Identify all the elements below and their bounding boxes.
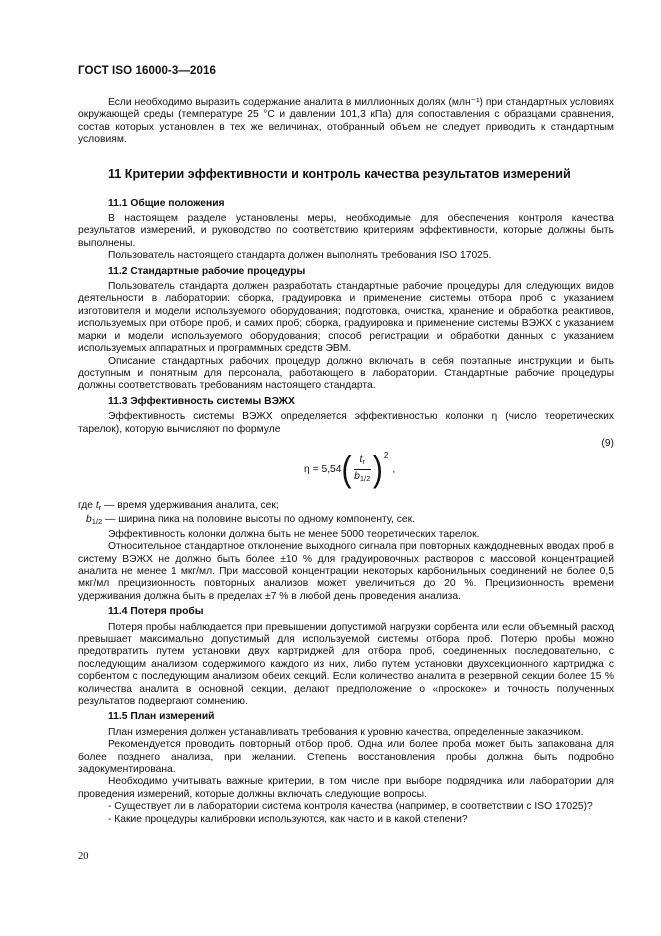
s11-1-paragraph-1: В настоящем разделе установлены меры, необходимые для обеспечения контроля качества результатов измерений, и руководство по соответствию критериям эффективности, которые должны быть выполнены.	[78, 213, 614, 249]
definition-tr	[78, 500, 614, 514]
s11-3-paragraph-1: Эффективность системы ВЭЖХ определяется эффективностью колонки η (число теоретических тарелок), которую вычисляют по формуле	[78, 411, 614, 435]
section-11-2-title: 11.2 Стандартные рабочие процедуры	[108, 265, 306, 277]
definition-subscript-half: 1/2	[91, 517, 103, 527]
left-paren: (	[341, 449, 352, 490]
intro-paragraph: Если необходимо выразить содержание аналита в миллионных долях (млн⁻¹) при стандартных условиях окружающей среды (температуре 25 °С и давлении 101,3 кПа) для сопоставления с образцами сравнения, состав которых установлен в тех же величинах, отобранный объем не следует приводить к стандартным условиям.	[78, 97, 614, 146]
formula-exponent: 2	[383, 450, 389, 460]
section-11-1-title: 11.1 Общие положения	[108, 197, 225, 209]
s11-2-paragraph-1: Пользователь стандарта должен разработать стандартные рабочие процедуры для следующих видов деятельности в лаборатории: сборка, градуировка и применение системы отбора проб с указанием изготовителя и модели используемого оборудования; подготовка, очистка, хранение и обработка реактивов, используемых при отборе проб, и самих проб; сборка, градуировка и применение системы ВЭЖХ с указанием марки и модели используемого оборудования; способ регистрации и обработки данных с указанием используемых аппаратных и программных средств ЭВМ.	[78, 281, 614, 355]
section-11-5-title: 11.5 План измерений	[108, 711, 215, 723]
s11-5-paragraph-1: План измерения должен устанавливать требования к уровню качества, определенные заказчиком.	[108, 726, 584, 738]
document-header: ГОСТ ISO 16000-3—2016	[78, 65, 216, 77]
numerator-symbol: t	[359, 454, 363, 466]
definition-b12	[78, 514, 614, 528]
formula-definitions	[78, 500, 614, 529]
s11-3-paragraph-3: Относительное стандартное отклонение выходного сигнала при повторных каждодневных вводах проб в систему ВЭЖХ не должно быть более ±10 % для градуировочных растворов с массовой концентрацией аналита не менее 1 мкг/мл. При массовой концентрации некоторых карбонильных соединений не более 0,5 мкг/мл прецизионность повторных анализов может увеличиться до 20 %. Прецизионность времени удерживания должна быть в пределах ±7 % в любой день проведения анализа.	[78, 541, 614, 602]
formula-number: (9)	[601, 437, 614, 449]
s11-1-paragraph-2: Пользователь настоящего стандарта должен выполнять требования ISO 17025.	[108, 250, 492, 262]
s11-4-paragraph-1: Потеря пробы наблюдается при превышении допустимой нагрузки сорбента или если объемный расход превышает максимально допустимый для используемой системы отбора проб. Потерю пробы можно предотвратить путем установки двух картриджей для отбора проб, соединенных последовательно, с последующим анализом содержимого каждого из них, либо путем установки двухсекционного картриджа с сорбентом с последующим анализом обеих секций. Если количество аналита в резервной секции более 15 % количества аналита в основной секции, делают предположение о «проскоке» и точность полученных результатов подвергают сомнению.	[78, 621, 614, 708]
section-11-3-title: 11.3 Эффективность системы ВЭЖХ	[108, 395, 295, 407]
denominator-subscript: 1/2	[359, 474, 371, 484]
definition-text-tr: — время удерживания аналита, сек;	[101, 499, 279, 511]
definition-symbol-t: t	[95, 499, 99, 511]
formula-9	[78, 438, 614, 500]
s11-3-paragraph-2: Эффективность колонки должна быть не менее 5000 теоретических тарелок.	[108, 528, 480, 540]
definition-text-b12: — ширина пика на половине высоты по одному компоненту, сек.	[102, 514, 415, 526]
definition-subscript-r: r	[98, 502, 102, 512]
section-11-title: 11 Критерии эффективности и контроль качества результатов измерений	[108, 166, 571, 181]
formula-lhs: η = 5,54	[304, 463, 342, 475]
denominator-symbol: b	[354, 471, 360, 483]
list-item: - Существует ли в лаборатории система контроля качества (например, в соответствии с ISO 17025)?	[108, 801, 593, 813]
formula-tail: ,	[392, 463, 396, 475]
formula-expression	[304, 450, 395, 490]
fraction-denominator	[354, 470, 370, 485]
definition-lead: где	[78, 499, 96, 511]
s11-5-paragraph-3: Необходимо учитывать важные критерии, в том числе при выборе подрядчика или лаборатории для проведения измерений, которые должны включать следующие вопросы.	[78, 776, 614, 800]
formula-fraction	[354, 454, 371, 486]
s11-2-paragraph-2: Описание стандартных рабочих процедур должно включать в себя поэтапные инструкции и быть доступным и понятным для персонала, работающего в лаборатории. Стандартные рабочие процедуры должны соответствовать требованиям настоящего стандарта.	[78, 355, 614, 392]
document-body	[78, 97, 614, 826]
definition-symbol-b: b	[86, 514, 92, 526]
s11-5-paragraph-2: Рекомендуется проводить повторный отбор проб. Одна или более проба может быть запакована для более позднего анализа, при желании. Степень восстановления пробы должна быть подробно задокументирована.	[78, 739, 614, 776]
fraction-numerator	[354, 454, 371, 470]
right-paren: )	[372, 449, 383, 490]
numerator-subscript: r	[362, 457, 365, 467]
list-item: - Какие процедуры калибровки используются, как часто и в какой степени?	[108, 813, 468, 825]
page-number: 20	[78, 851, 89, 862]
section-11-4-title: 11.4 Потеря пробы	[108, 606, 204, 618]
